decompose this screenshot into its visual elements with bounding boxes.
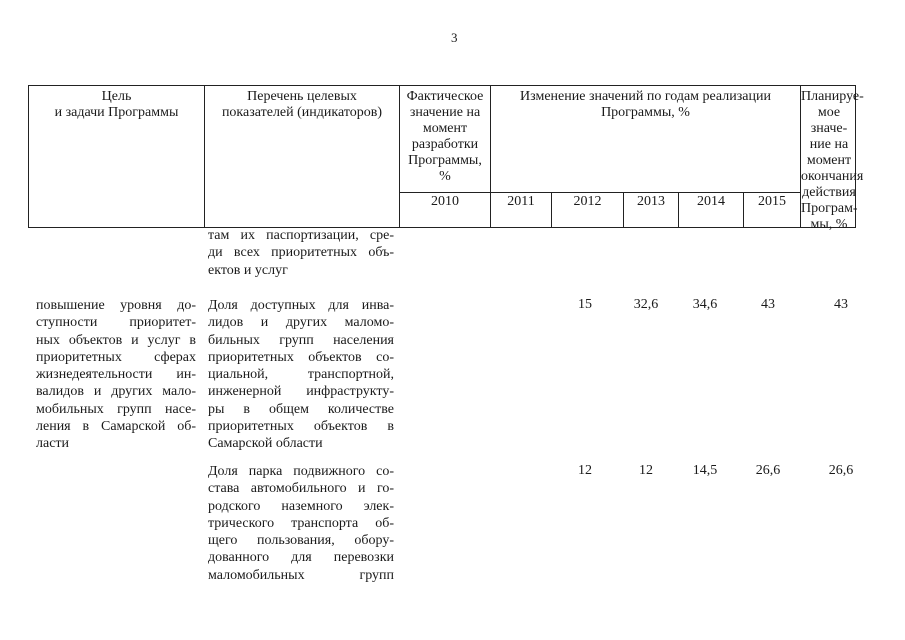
header-year: 2011	[507, 194, 535, 209]
header-change: Изменение значений по годам реализации Программы, %	[520, 89, 771, 120]
value-2015: 26,6	[755, 463, 781, 478]
header-indicators: Перечень целевых показателей (индикаторов)	[221, 89, 383, 120]
value-planned: 26,6	[828, 463, 854, 478]
header-actual: Фактическое значение на момент разработки Программы, %	[406, 89, 484, 184]
header-year: 2014	[697, 194, 725, 209]
header-row-divider	[399, 192, 800, 193]
value-2014: 34,6	[692, 297, 718, 312]
table-header	[28, 85, 864, 232]
value-2012: 15	[578, 297, 592, 312]
row-goal-text: повышение уровня до- ступности приоритет- ных объектов и услуг в приоритетных сферах жизнедеятельности ин- валидов и других мало- мобильных групп насе- ления в Самарской об- ласти	[36, 298, 196, 452]
value-2014: 14,5	[692, 463, 718, 478]
header-planned: Планируе- мое значе- ние на момент окончания действия Програм- мы, %	[801, 89, 864, 232]
value-2013: 32,6	[633, 297, 659, 312]
page-number: 3	[451, 30, 458, 45]
value-2013: 12	[639, 463, 653, 478]
header-year: 2013	[637, 194, 665, 209]
row-indicator-text: Доля парка подвижного со- става автомобильного и го- родского наземного элек- трического транспорта об- щего пользования, обору- дованного для перевозки маломобильных групп	[208, 464, 394, 583]
row-indicator-text: там их паспортизации, сре- ди всех приоритетных объ- ектов и услуг	[208, 228, 394, 278]
header-year-2010: 2010	[431, 194, 459, 209]
header-year: 2015	[758, 194, 786, 209]
row-indicator-text: Доля доступных для инва- лидов и других маломо- бильных групп населения приоритетных объектов со- циальной, транспортной, инженерной инфраструкту- ры в общем количестве приоритетных объектов в Самарской области	[208, 298, 394, 452]
value-planned: 43	[834, 297, 848, 312]
header-year: 2012	[573, 194, 602, 209]
value-2012: 12	[578, 463, 592, 478]
value-2015: 43	[761, 297, 775, 312]
header-goal: Цель и задачи Программы	[54, 89, 179, 120]
